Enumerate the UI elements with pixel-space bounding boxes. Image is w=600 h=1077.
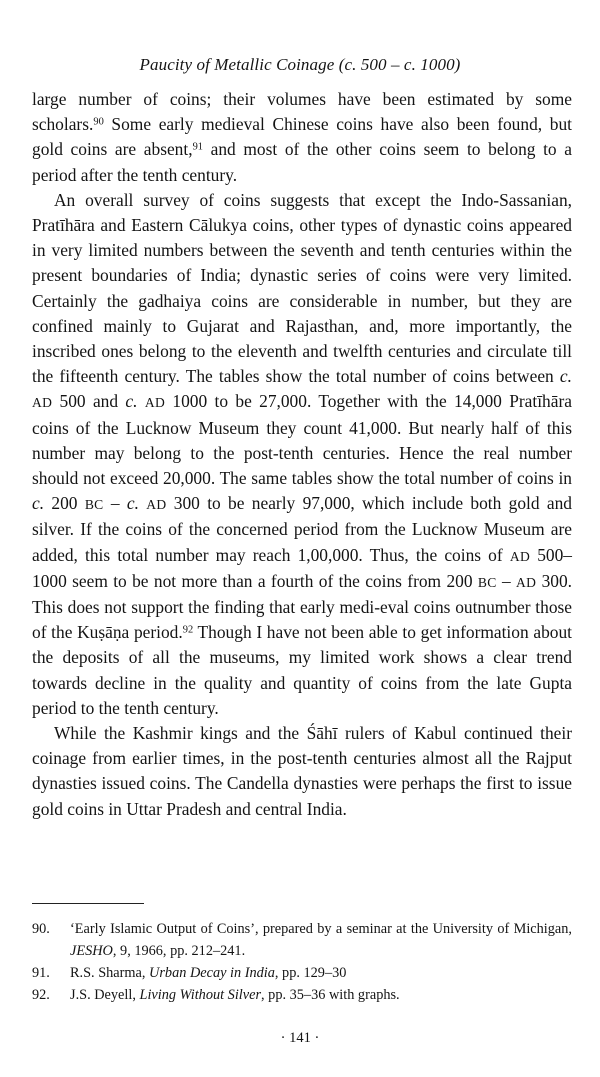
small-caps-text: AD	[32, 395, 53, 411]
body-text	[32, 87, 572, 822]
footnote-number: 92.	[32, 987, 50, 1003]
paragraph-2	[32, 188, 572, 721]
footnote-ref: 90	[93, 116, 104, 128]
italic-text: Living Without Silver	[139, 987, 262, 1003]
page-number: · 141 ·	[280, 1030, 320, 1046]
text-run: , pp. 129–30	[274, 965, 347, 981]
text-run: 500–1000 seem to be not more than a fourth of the coins from 200	[32, 544, 572, 591]
paragraph-3	[32, 721, 572, 822]
text-run: 500 and	[52, 391, 126, 412]
text-run: –	[103, 493, 127, 514]
text-run: R.S. Sharma,	[70, 965, 150, 981]
text-run: 200	[44, 493, 85, 514]
italic-text: JESHO	[70, 943, 113, 959]
small-caps-text: AD	[516, 574, 537, 590]
small-caps-text: AD	[509, 548, 531, 564]
footnote-number: 90.	[32, 921, 50, 937]
small-caps-text: BC	[477, 574, 497, 590]
footnote-text	[70, 984, 572, 1006]
small-caps-text: AD	[144, 395, 166, 411]
footnote-90	[32, 918, 572, 962]
footnote-divider	[32, 903, 144, 904]
footnote-91	[32, 962, 572, 984]
text-run: 300 to be nearly 97,000, which include both gold and silver. If the coins of the concerned period from the Lucknow Museum are added, this total number may reach 1,00,000. Thus, the coins of	[32, 493, 572, 565]
footnote-92	[32, 984, 572, 1006]
small-caps-text: BC	[84, 497, 104, 513]
footnotes	[32, 918, 572, 1006]
italic-text: c.	[126, 493, 139, 514]
text-run: large number of coins; their volumes have been estimated by some scholars.	[32, 89, 572, 135]
text-run: ‘Early Islamic Output of Coins’, prepared by a seminar at the University of Michigan,	[70, 921, 572, 937]
footnote-text	[70, 918, 572, 962]
text-run: Some early medieval Chinese coins have also been found, but gold coins are absent,	[32, 114, 572, 160]
text-run: 300. This does not support the finding that early medi-eval coins outnumber those of the Kuṣāṇa period.	[32, 570, 573, 643]
footnote-number: 91.	[32, 965, 50, 981]
footnote-text	[70, 962, 572, 984]
italic-text: Urban Decay in India	[149, 965, 275, 981]
text-run	[138, 391, 145, 411]
text-run: An overall survey of coins suggests that except the Indo-Sassanian, Pratīhāra and Eastern Cālukya coins, other types of dynastic coins appeared in very limited numbers between the seventh and tenth centuries within the present boundaries of India; dynastic series of coins were very limited. Certainly the gadhaiya coins are considerable in number, but they are confined mainly to Gujarat and Rajasthan, and, more importantly, the inscribed ones belong to the eleventh and twelfth centuries and circulate till the fifteenth century. The tables show the total number of coins between	[32, 189, 572, 387]
italic-text: c.	[125, 391, 138, 412]
paragraph-1	[32, 87, 572, 188]
footnote-ref: 91	[192, 141, 203, 153]
text-run: J.S. Deyell,	[70, 987, 140, 1003]
running-head: Paucity of Metallic Coinage (c. 500 – c. 1000)	[139, 55, 461, 74]
footnote-ref: 92	[182, 624, 194, 636]
text-run: and most of the other coins seem to belong to a period after the tenth century.	[32, 139, 572, 185]
text-run: While the Kashmir kings and the Śāhī rulers of Kabul continued their coinage from earlier times, in the post-tenth centuries almost all the Rajput dynasties issued coins. The Candella dynasties were perhaps the first to issue gold coins in Uttar Pradesh and central India.	[32, 723, 572, 819]
italic-text: c.	[559, 366, 572, 387]
text-run: –	[496, 570, 517, 591]
text-run: Though I have not been able to get information about the deposits of all the museums, my limited work shows a clear trend towards decline in the quality and quantity of coins from the late Gupta period to the tenth century.	[32, 622, 572, 718]
text-run: , 9, 1966, pp. 212–241.	[112, 943, 246, 959]
text-run: , pp. 35–36 with graphs.	[261, 987, 400, 1003]
text-run: 1000 to be 27,000. Together with the 14,000 Pratīhāra coins of the Lucknow Museum they count 41,000. But nearly half of this number may belong to the post-tenth centuries. Hence the real number should not exceed 20,000. The same tables show the total number of coins in	[32, 391, 572, 489]
italic-text: c.	[32, 493, 45, 514]
small-caps-text: AD	[146, 497, 167, 513]
